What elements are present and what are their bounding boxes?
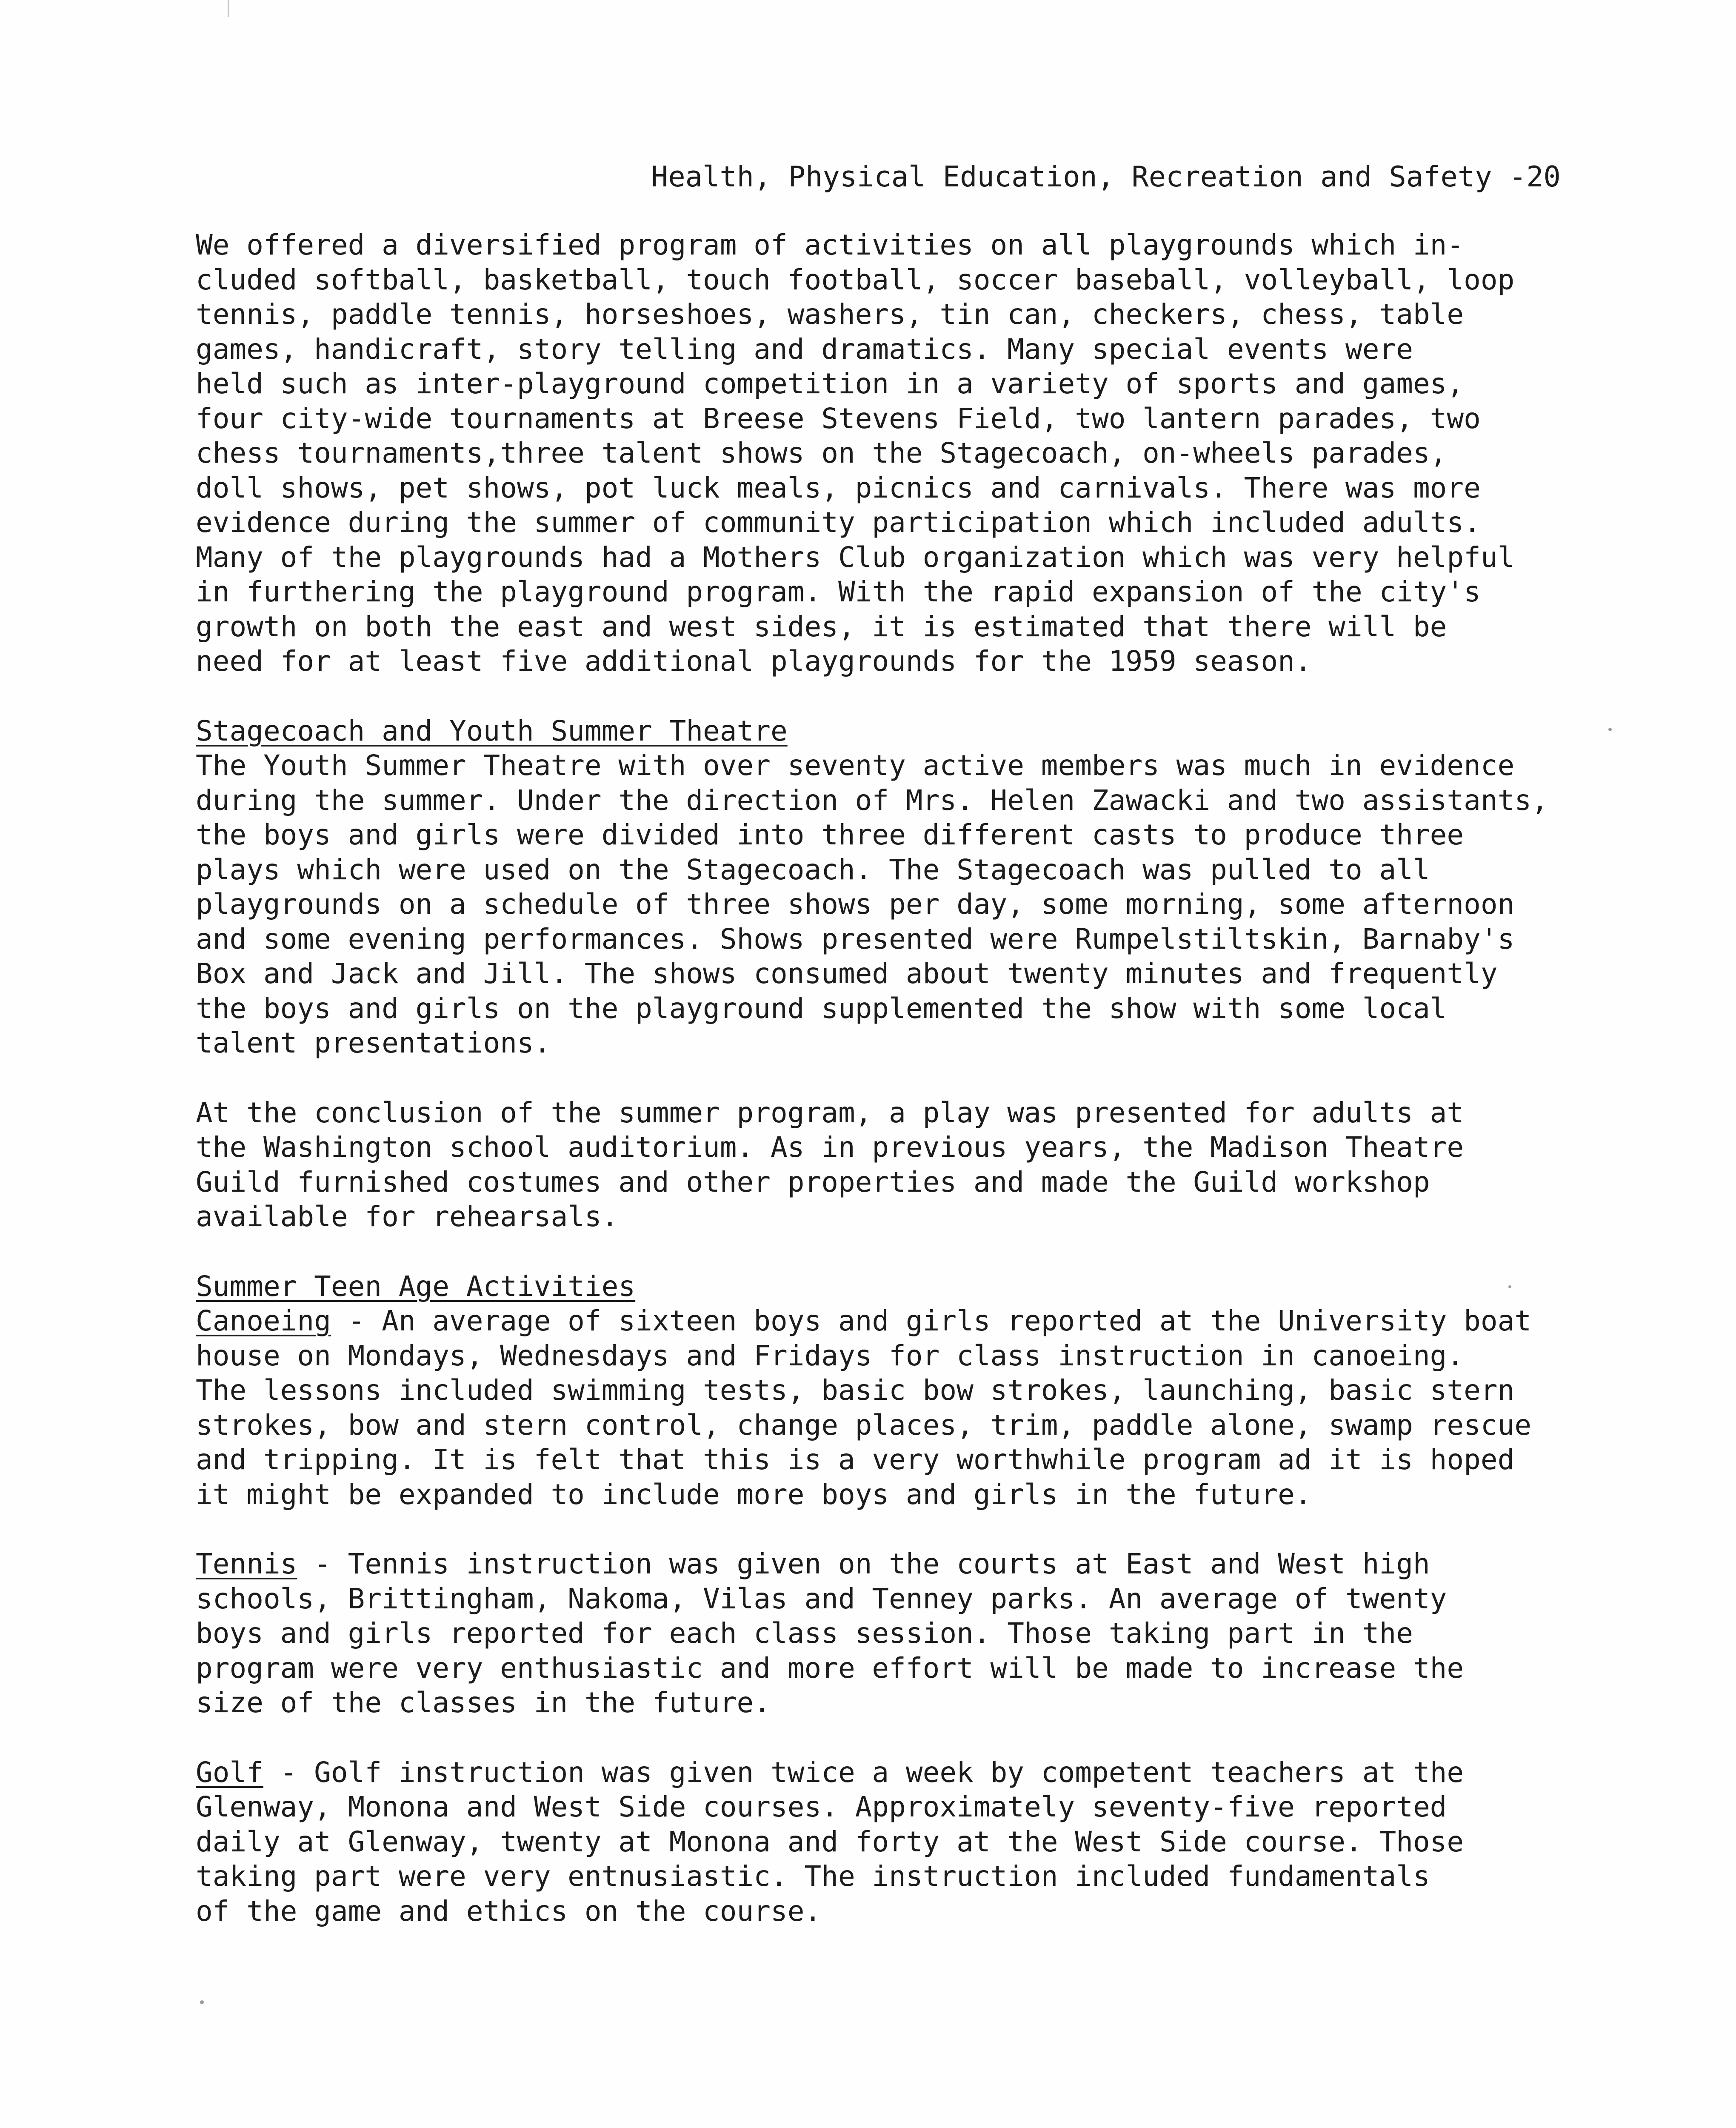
text-line: Glenway, Monona and West Side courses. Approximately seventy-five reported [196,1790,1447,1823]
canoeing-first-line [196,1304,1583,1339]
text-line: The lessons included swimming tests, basic bow strokes, launching, basic stern [196,1374,1515,1407]
theatre-section [196,714,1583,1061]
teen-heading-line [196,1269,1583,1304]
text-line: schools, Brittingham, Nakoma, Vilas and Tenney parks. An average of twenty [196,1582,1447,1615]
text-line: house on Mondays, Wednesdays and Fridays for class instruction in canoeing. [196,1339,1464,1372]
theatre-heading-line [196,714,1583,749]
golf-paragraph [196,1755,1583,1929]
text-line: We offered a diversified program of activities on all playgrounds which in- [196,229,1464,261]
scan-speck [1508,1285,1511,1288]
text-line: games, handicraft, story telling and dramatics. Many special events were [196,332,1413,366]
text-line: of the game and ethics on the course. [196,1894,822,1928]
text-line: chess tournaments,three talent shows on the Stagecoach, on-wheels parades, [196,437,1447,469]
theatre-conclusion-paragraph [196,1095,1583,1234]
section-heading: Stagecoach and Youth Summer Theatre [196,714,788,747]
tennis-paragraph [196,1547,1583,1720]
text-line: tennis, paddle tennis, horseshoes, washers, tin can, checkers, chess, table [196,298,1464,331]
text-line: cluded softball, basketball, touch football, soccer baseball, volleyball, loop [196,263,1515,296]
text-line: it might be expanded to include more boys and girls in the future. [196,1478,1312,1511]
canoeing-lead: Canoeing [196,1304,331,1337]
golf-first-line [196,1755,1583,1790]
document-body [196,228,1583,1963]
scan-speck [200,2000,204,2004]
tennis-first-line [196,1547,1583,1582]
text-line: held such as inter-playground competition in a variety of sports and games, [196,367,1464,400]
scan-binding-mark [228,0,229,17]
text-line: Many of the playgrounds had a Mothers Club organization which was very helpful [196,541,1515,574]
text-line: talent presentations. [196,1027,551,1059]
scan-speck [1608,728,1612,731]
text-line: taking part were very entnusiastic. The instruction included fundamentals [196,1860,1430,1893]
text-line: the Washington school auditorium. As in previous years, the Madison Theatre [196,1131,1464,1164]
tennis-lead: Tennis [196,1547,297,1580]
golf-first-text: - Golf instruction was given twice a week by competent teachers at the [263,1756,1464,1789]
running-header: Health, Physical Education, Recreation and Safety -20 [651,160,1561,193]
section-heading: Summer Teen Age Activities [196,1270,636,1303]
text-line: daily at Glenway, twenty at Monona and forty at the West Side course. Those [196,1825,1464,1858]
text-line: Guild furnished costumes and other properties and made the Guild workshop [196,1165,1430,1198]
text-line: program were very enthusiastic and more effort will be made to increase the [196,1651,1464,1685]
intro-paragraph [196,228,1583,679]
canoeing-first-text: - An average of sixteen boys and girls reported at the University boat [331,1304,1532,1337]
text-line: Box and Jack and Jill. The shows consumed about twenty minutes and frequently [196,957,1498,990]
text-line: At the conclusion of the summer program, a play was presented for adults at [196,1096,1464,1129]
text-line: plays which were used on the Stagecoach. The Stagecoach was pulled to all [196,853,1430,886]
text-line: strokes, bow and stern control, change places, trim, paddle alone, swamp rescue [196,1408,1532,1442]
text-line: The Youth Summer Theatre with over seventy active members was much in evidence [196,749,1515,782]
text-line: the boys and girls on the playground supplemented the show with some local [196,992,1447,1025]
text-line: evidence during the summer of community participation which included adults. [196,506,1481,539]
text-line: available for rehearsals. [196,1200,619,1233]
text-line: and some evening performances. Shows presented were Rumpelstiltskin, Barnaby's [196,922,1515,955]
text-line: during the summer. Under the direction of Mrs. Helen Zawacki and two assistants, [196,784,1548,817]
text-line: four city-wide tournaments at Breese Stevens Field, two lantern parades, two [196,402,1481,435]
teen-section [196,1269,1583,1512]
text-line: boys and girls reported for each class session. Those taking part in the [196,1617,1413,1650]
text-line: the boys and girls were divided into three different casts to produce three [196,818,1464,851]
golf-lead: Golf [196,1756,263,1789]
text-line: need for at least five additional playgrounds for the 1959 season. [196,645,1312,678]
text-line: doll shows, pet shows, pot luck meals, picnics and carnivals. There was more [196,471,1481,504]
text-line: size of the classes in the future. [196,1686,771,1719]
text-line: and tripping. It is felt that this is a very worthwhile program ad it is hoped [196,1443,1515,1476]
tennis-first-text: - Tennis instruction was given on the courts at East and West high [297,1547,1430,1580]
text-line: playgrounds on a schedule of three shows per day, some morning, some afternoon [196,888,1515,921]
text-line: in furthering the playground program. With the rapid expansion of the city's [196,575,1481,608]
text-line: growth on both the east and west sides, it is estimated that there will be [196,610,1447,643]
